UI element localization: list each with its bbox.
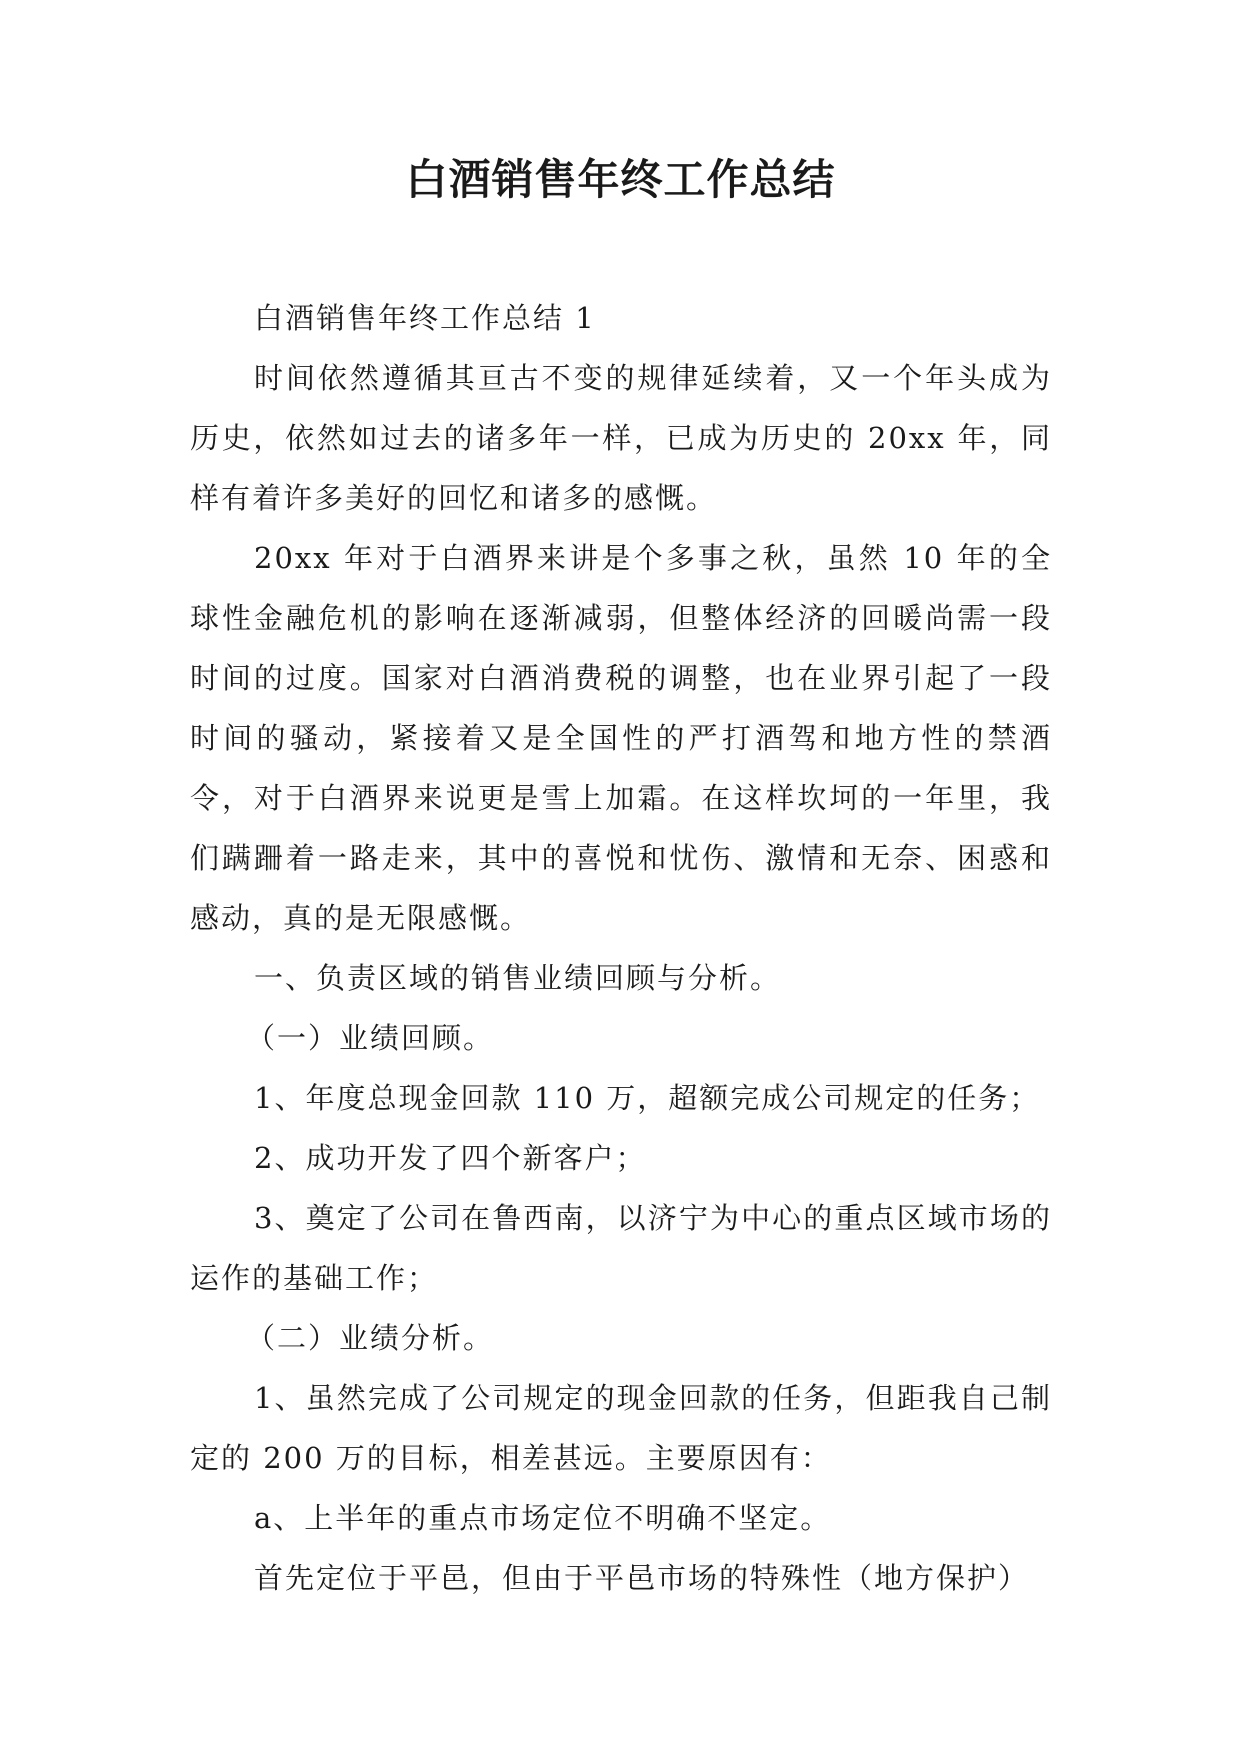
analysis-paragraph: 1、虽然完成了公司规定的现金回款的任务，但距我自己制定的 200 万的目标，相差甚远。主要原因有： — [190, 1381, 1052, 1475]
intro-paragraph: 时间依然遵循其亘古不变的规律延续着，又一个年头成为历史，依然如过去的诸多年一样，已成为历史的 20xx 年，同样有着许多美好的回忆和诸多的感慨。 — [190, 361, 1052, 515]
list-item: 3、奠定了公司在鲁西南，以济宁为中心的重点区域市场的运作的基础工作； — [190, 1201, 1052, 1295]
list-item: 2、成功开发了四个新客户； — [254, 1141, 647, 1175]
subtitle-paragraph: 白酒销售年终工作总结 1 — [254, 301, 596, 335]
context-paragraph: 20xx 年对于白酒界来讲是个多事之秋，虽然 10 年的全球性金融危机的影响在逐渐减弱，但整体经济的回暖尚需一段时间的过度。国家对白酒消费税的调整，也在业界引起了一段时间的骚动，紧接着又是全国性的严打酒驾和地方性的禁酒令，对于白酒界来说更是雪上加霜。在这样坎坷的一年里，我们蹒跚着一路走来，其中的喜悦和忧伤、激情和无奈、困惑和感动，真的是无限感慨。 — [190, 541, 1052, 935]
document-body — [190, 288, 1052, 1608]
subsection-heading: （二）业绩分析。 — [246, 1321, 495, 1355]
section-heading: 一、负责区域的销售业绩回顾与分析。 — [254, 961, 782, 995]
list-item: 1、年度总现金回款 110 万，超额完成公司规定的任务； — [254, 1081, 1041, 1115]
analysis-detail-paragraph: 首先定位于平邑，但由于平邑市场的特殊性（地方保护） — [254, 1561, 1030, 1595]
document-title: 白酒销售年终工作总结 — [405, 155, 836, 204]
analysis-point: a、上半年的重点市场定位不明确不坚定。 — [254, 1501, 832, 1535]
subsection-heading: （一）业绩回顾。 — [246, 1021, 495, 1055]
